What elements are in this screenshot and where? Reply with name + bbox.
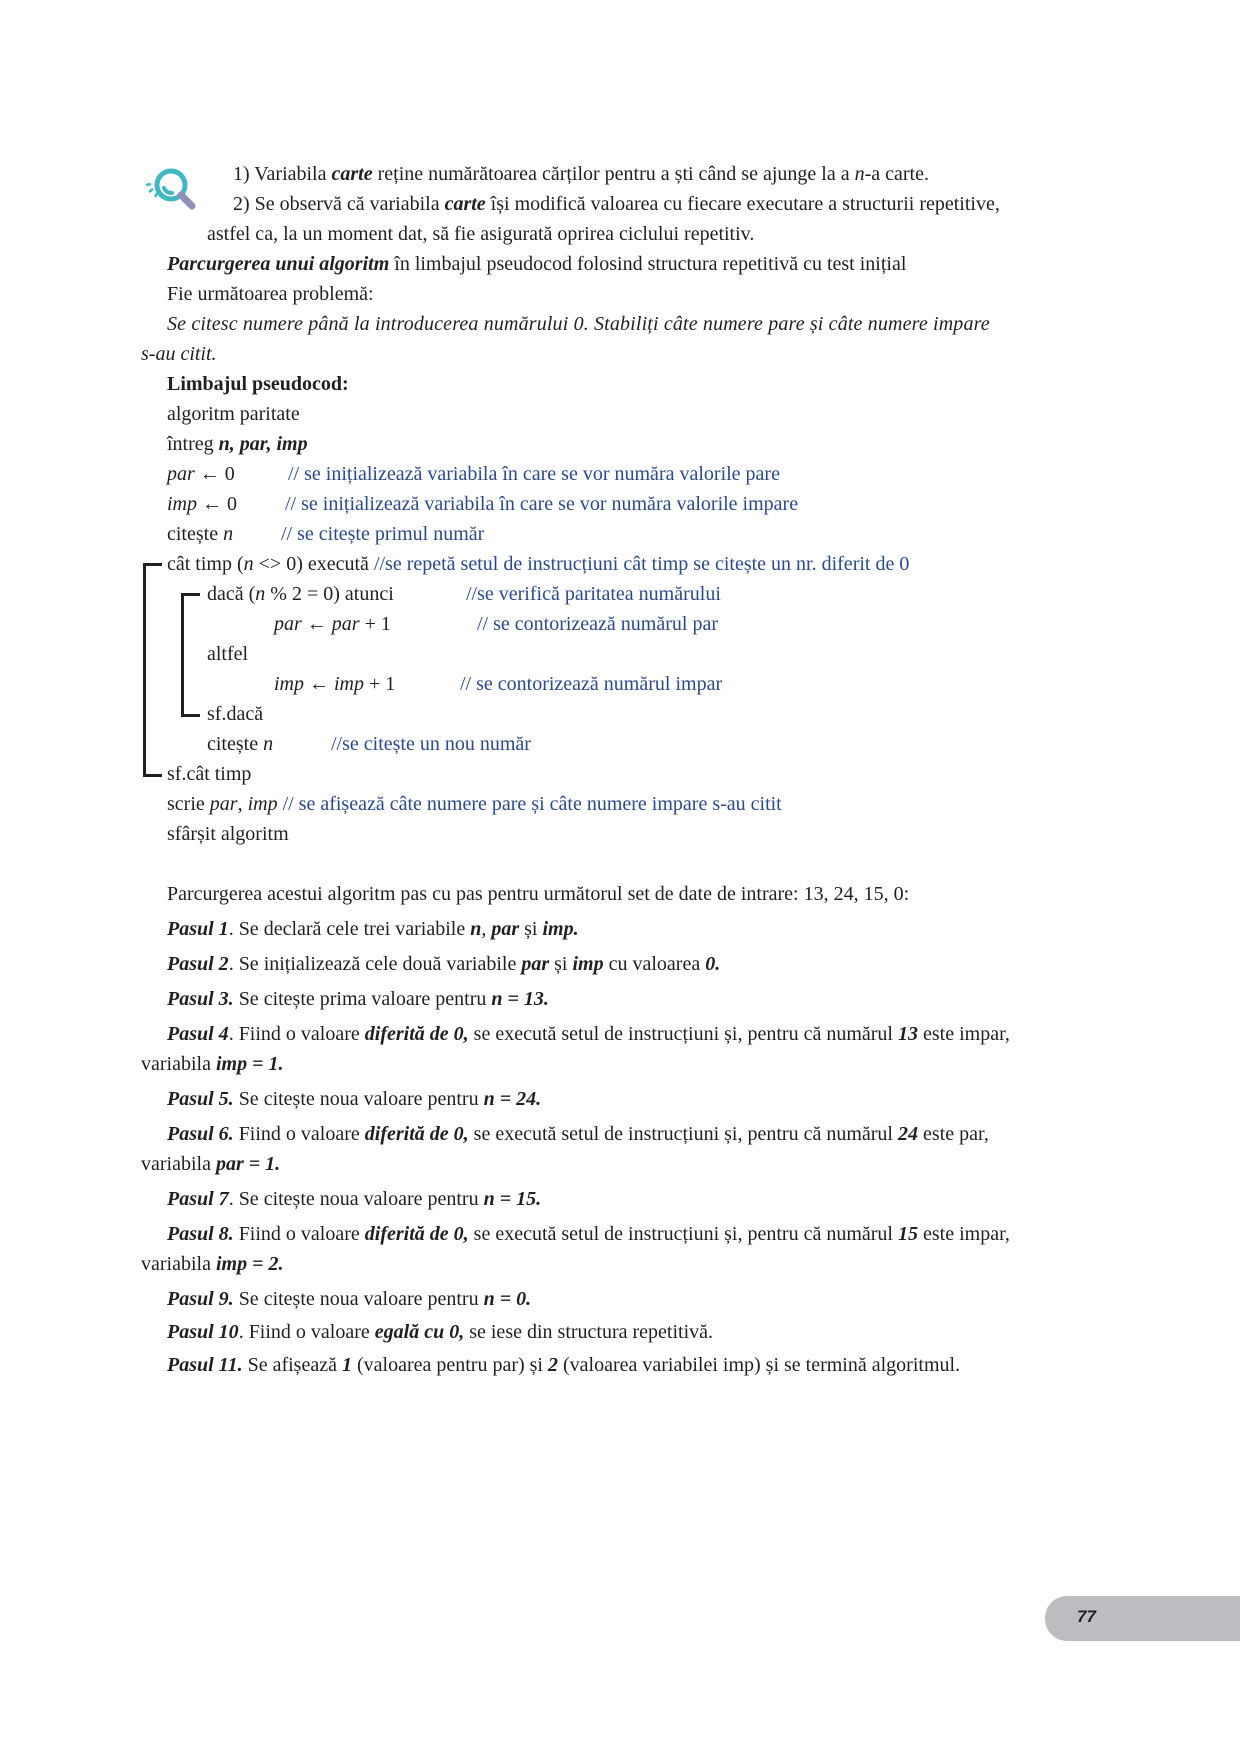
comment-par-init: // se inițializează variabila în care se vor număra valorile pare — [288, 463, 780, 485]
code-line-par-init: par ← 0 — [167, 463, 235, 485]
comment-if: //se verifică paritatea numărului — [466, 583, 721, 605]
trace-step-8: Pasul 8. Fiind o valoare diferită de 0, se execută setul de instrucțiuni și, pentru că numărul 15 este impar, — [167, 1223, 1010, 1245]
comment-while: //se repetă setul de instrucțiuni cât timp se citește un nr. diferit de 0 — [373, 553, 910, 575]
code-line-algoritm: algoritm paritate — [167, 403, 300, 425]
if-block-bracket — [181, 593, 200, 717]
trace-step-4: Pasul 4. Fiind o valoare diferită de 0, se execută setul de instrucțiuni și, pentru că numărul 13 este impar, — [167, 1023, 1010, 1045]
comment-par-inc: // se contorizează numărul par — [477, 613, 718, 635]
code-line-write: scrie par, imp // se afișează câte numere pare și câte numere impare s-au citit — [167, 793, 782, 815]
trace-step-11: Pasul 11. Se afișează 1 (valoarea pentru par) și 2 (valoarea variabilei imp) și se termină algoritmul. — [167, 1354, 961, 1376]
code-line-declare: întreg n, par, imp — [167, 433, 308, 455]
note-2: 2) Se observă că variabila carte își modifică valoarea cu fiecare executare a structurii repetitive, — [233, 193, 1000, 215]
trace-step-10: Pasul 10. Fiind o valoare egală cu 0, se iese din structura repetitivă. — [167, 1321, 714, 1343]
code-line-read: citește n — [167, 523, 234, 545]
code-line-endif: sf.dacă — [207, 703, 264, 725]
comment-read: // se citește primul număr — [281, 523, 485, 545]
comment-write: // se afișează câte numere pare și câte numere impare s-au citit — [277, 793, 782, 815]
trace-step-2: Pasul 2. Se inițializează cele două variabile par și imp cu valoarea 0. — [167, 953, 721, 975]
code-line-while: cât timp (n <> 0) execută //se repetă setul de instrucțiuni cât timp se citește un nr. diferit de 0 — [167, 553, 910, 575]
problem-label: Fie următoarea problemă: — [167, 283, 374, 305]
comment-imp-inc: // se contorizează numărul impar — [460, 673, 723, 695]
trace-step-1: Pasul 1. Se declară cele trei variabile n, par și imp. — [167, 918, 579, 940]
code-line-if: dacă (n % 2 = 0) atunci — [207, 583, 394, 605]
trace-step-3: Pasul 3. Se citește prima valoare pentru n = 13. — [167, 988, 549, 1010]
problem-statement: Se citesc numere până la introducerea numărului 0. Stabiliți câte numere pare și câte numere impare — [167, 313, 990, 335]
code-line-imp-inc: imp ← imp + 1 — [274, 673, 396, 695]
code-line-endwhile: sf.cât timp — [167, 763, 252, 785]
pseudocode-title: Limbajul pseudocod: — [167, 373, 349, 395]
magnifier-icon — [140, 163, 210, 218]
section-heading: Parcurgerea unui algoritm în limbajul pseudocod folosind structura repetitivă cu test inițial — [167, 253, 907, 275]
code-line-par-inc: par ← par + 1 — [274, 613, 391, 635]
note-1: 1) Variabila carte reține numărătoarea cărților pentru a ști când se ajunge la a n-a carte. — [233, 163, 929, 185]
code-line-read2: citește n — [207, 733, 274, 755]
page-number-tab — [1045, 1596, 1240, 1641]
trace-step-5: Pasul 5. Se citește noua valoare pentru n = 24. — [167, 1088, 542, 1110]
trace-step-4-cont: variabila imp = 1. — [141, 1053, 284, 1075]
note-2-continuation: astfel ca, la un moment dat, să fie asigurată oprirea ciclului repetitiv. — [207, 223, 755, 245]
trace-step-8-cont: variabila imp = 2. — [141, 1253, 284, 1275]
trace-intro: Parcurgerea acestui algoritm pas cu pas pentru următorul set de date de intrare: 13, 24, 15, 0: — [167, 883, 910, 905]
trace-step-6: Pasul 6. Fiind o valoare diferită de 0, se execută setul de instrucțiuni și, pentru că numărul 24 este par, — [167, 1123, 989, 1145]
problem-statement-cont: s-au citit. — [141, 343, 217, 365]
code-line-imp-init: imp ← 0 — [167, 493, 237, 515]
page-number: 77 — [1077, 1607, 1096, 1626]
code-line-else: altfel — [207, 643, 249, 665]
comment-imp-init: // se inițializează variabila în care se vor număra valorile impare — [285, 493, 799, 515]
trace-step-9: Pasul 9. Se citește noua valoare pentru n = 0. — [167, 1288, 532, 1310]
code-line-end: sfârșit algoritm — [167, 823, 289, 845]
trace-step-7: Pasul 7. Se citește noua valoare pentru n = 15. — [167, 1188, 542, 1210]
comment-read2: //se citește un nou număr — [331, 733, 531, 755]
trace-step-6-cont: variabila par = 1. — [141, 1153, 281, 1175]
while-block-bracket — [143, 563, 162, 777]
